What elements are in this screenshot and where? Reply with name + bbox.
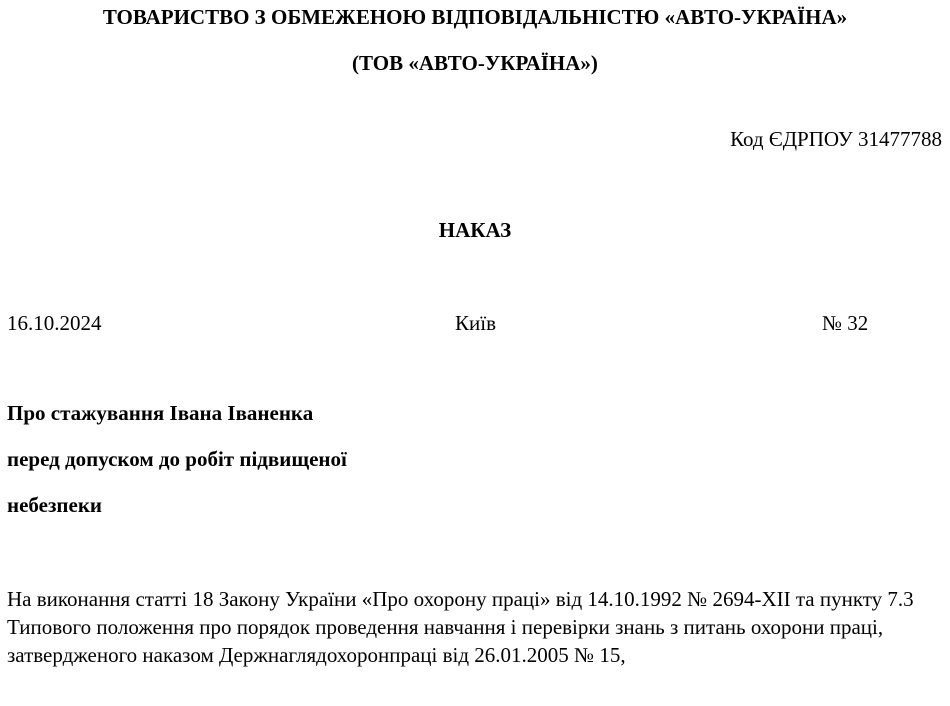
document-number: № 32: [822, 311, 869, 335]
subject-line: перед допуском до робіт підвищеної: [7, 447, 347, 471]
document-city: Київ: [455, 311, 496, 335]
subject-line: небезпеки: [7, 493, 103, 517]
company-short-name: (ТОВ «АВТО-УКРАЇНА»): [352, 51, 598, 75]
subject-line: Про стажування Івана Іваненка: [7, 401, 314, 425]
document-title: НАКАЗ: [438, 218, 512, 242]
edrpou-code: Код ЄДРПОУ 31477788: [730, 127, 942, 151]
body-paragraph: На виконання статті 18 Закону України «Про охорону праці» від 14.10.1992 № 2694-XII та пункту 7.3 Типового положення про порядок проведення навчання і перевірки знань з питань охорони праці, затвердженого наказом Держнаглядохоронпраці від 26.01.2005 № 15,: [7, 587, 914, 667]
document-date: 16.10.2024: [7, 311, 102, 335]
company-name: ТОВАРИСТВО З ОБМЕЖЕНОЮ ВІДПОВІДАЛЬНІСТЮ «АВТО-УКРАЇНА»: [102, 5, 848, 29]
